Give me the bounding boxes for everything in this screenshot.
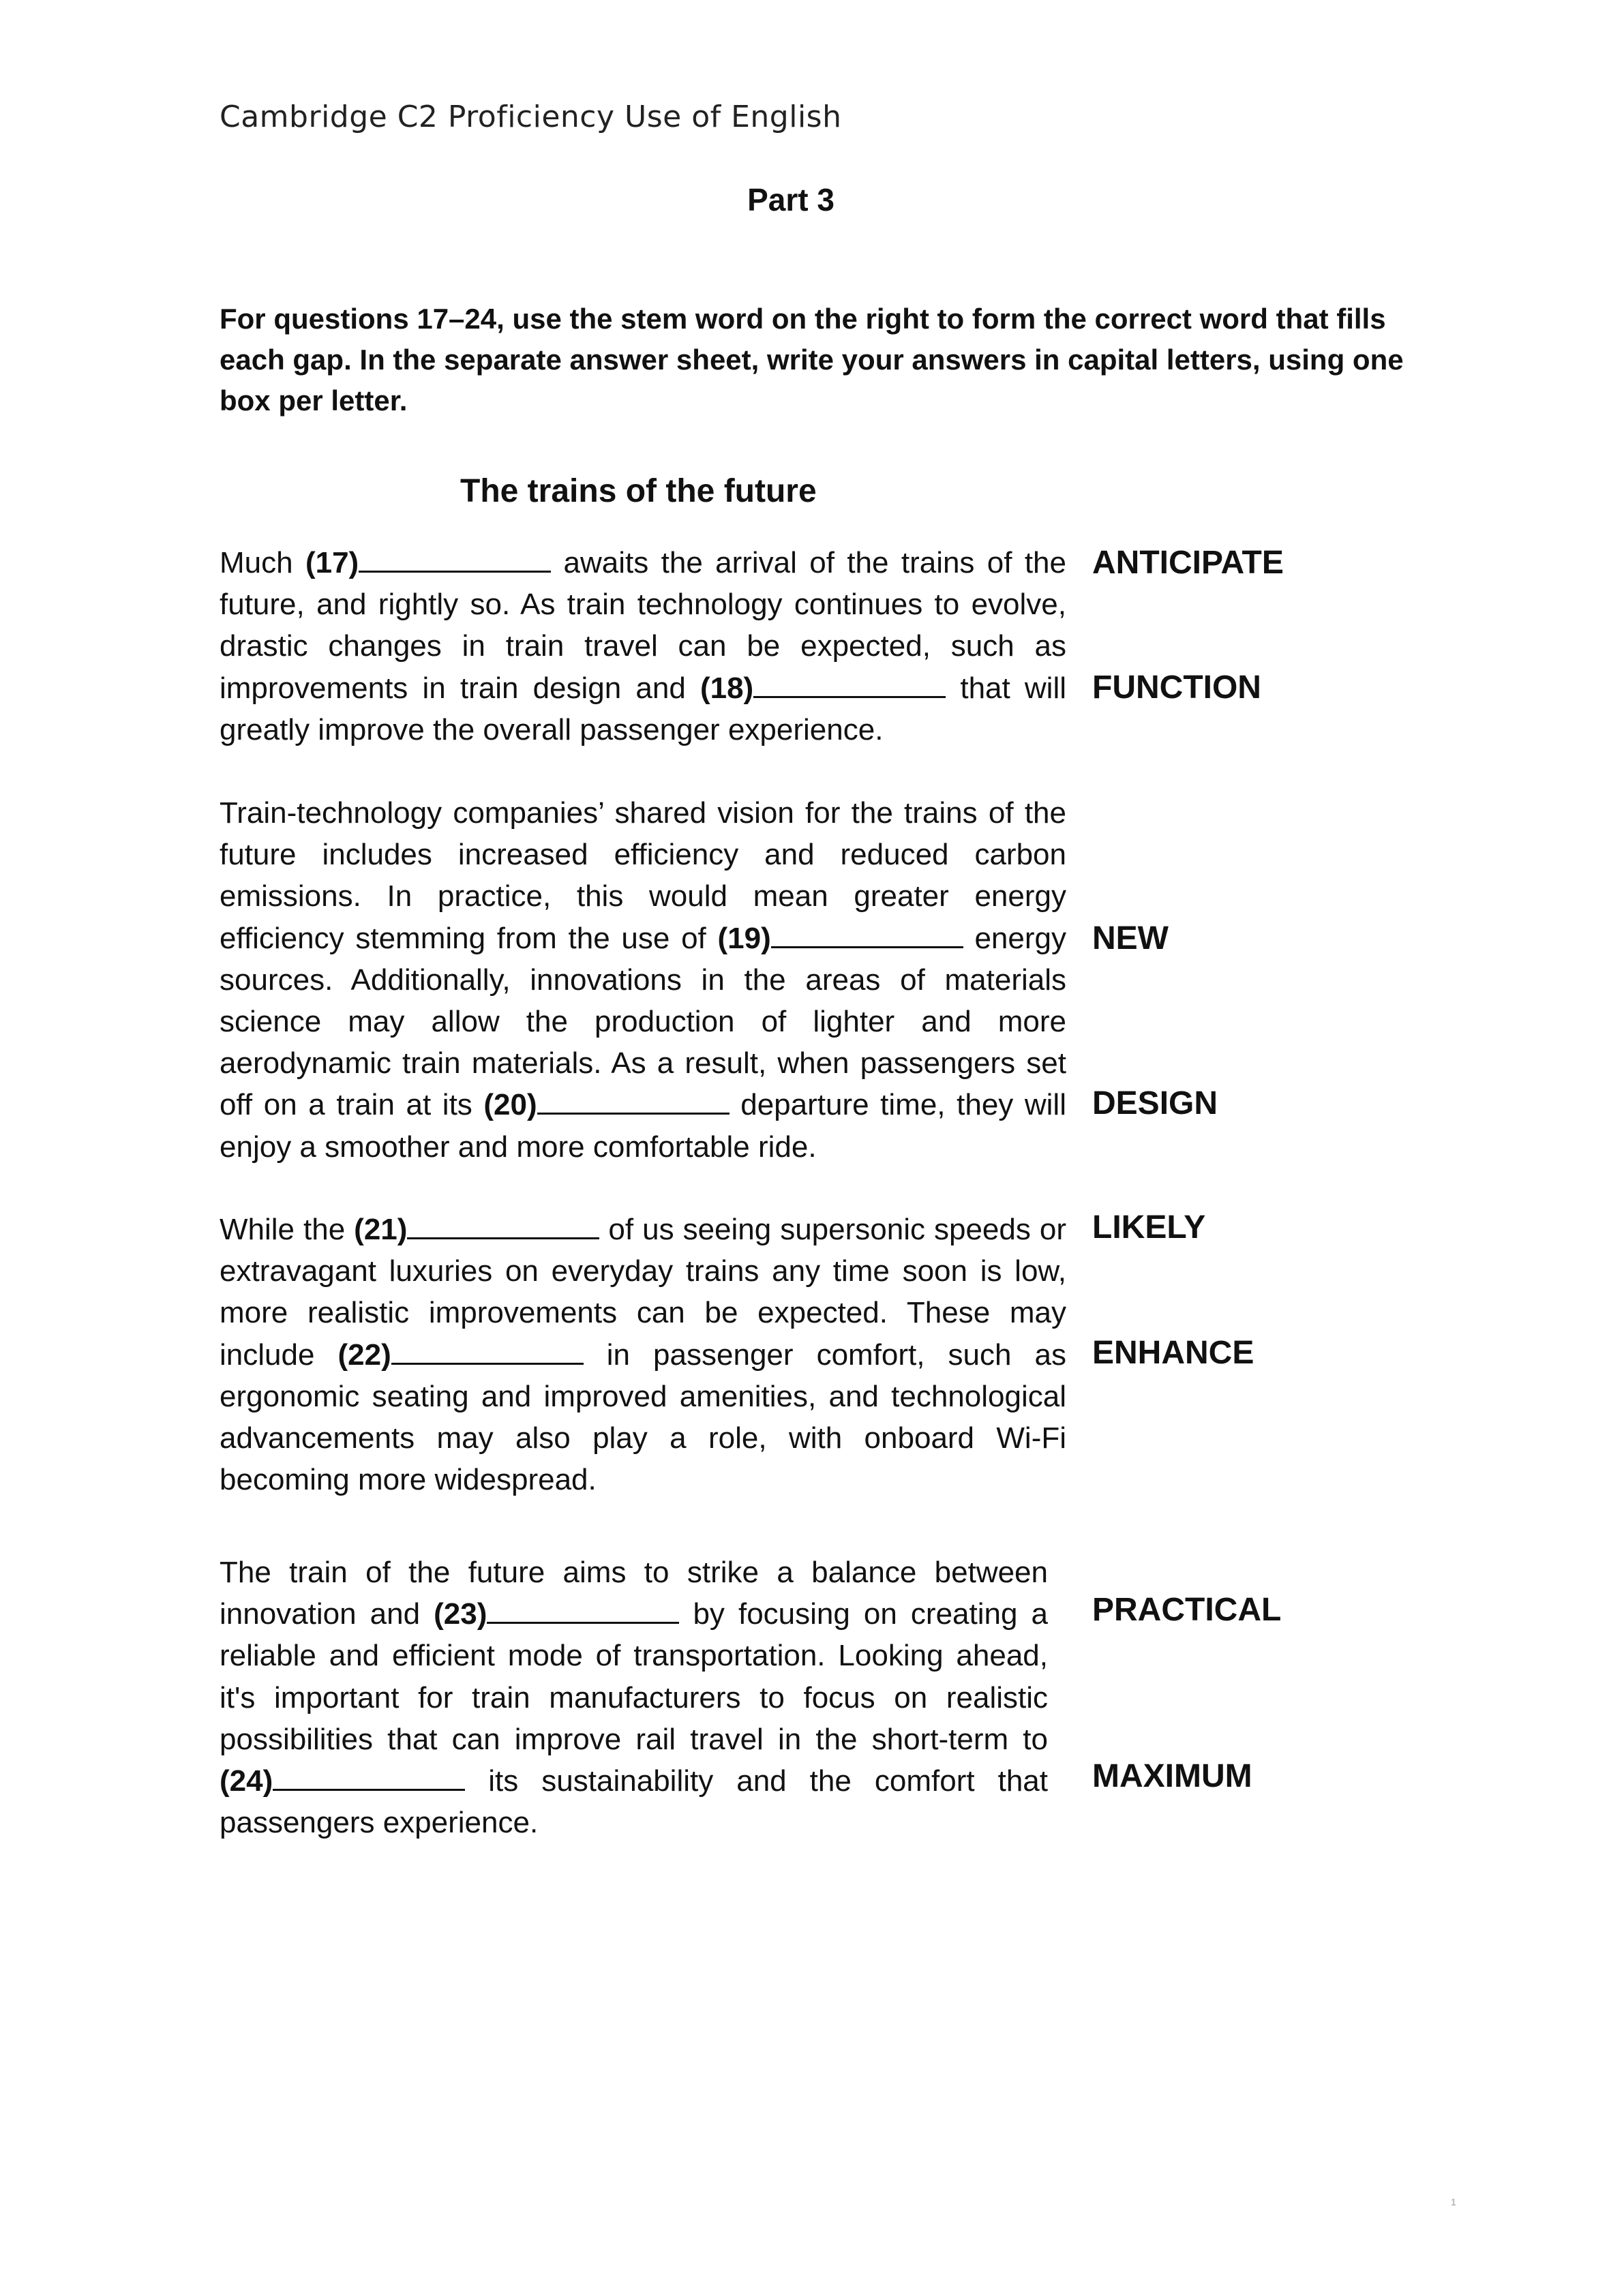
paragraph-text: The train of the future aims to strike a balance between innovation and (220, 1556, 1048, 1631)
paragraph-text: While the (220, 1213, 355, 1246)
gap-19 (717, 918, 963, 959)
gap-number: (23) (434, 1597, 487, 1631)
gap-23 (434, 1593, 679, 1635)
stem-word-17: ANTICIPATE (1092, 545, 1284, 581)
gap-17 (305, 542, 551, 584)
gap-line (407, 1211, 599, 1239)
page-mark: 1 (1451, 2196, 1456, 2207)
stem-word-19: NEW (1092, 920, 1169, 956)
paragraph-text: its sustainability and the comfort that passengers experience. (220, 1764, 1048, 1840)
paragraph-text: of us seeing supersonic speeds or extravagant luxuries on everyday trains any time soon is low, more realistic improvements can be expected. These may include (220, 1213, 1066, 1372)
paragraph-3 (220, 1209, 1066, 1500)
paragraph-text: Much (220, 546, 305, 579)
gap-number: (18) (700, 671, 754, 705)
gap-24 (220, 1760, 465, 1802)
stem-word-23: PRACTICAL (1092, 1592, 1282, 1628)
paragraph-text: Train-technology companies’ shared vision for the trains of the future includes increased efficiency and reduced carbon emissions. In practice, this would mean greater energy efficiency stemming from the use of (220, 796, 1066, 955)
gap-line (273, 1763, 465, 1791)
instructions: For questions 17–24, use the stem word on the right to form the correct word that fills each gap. In the separate answer sheet, write your answers in capital letters, using one box per letter. (220, 303, 1404, 417)
paragraph-4 (220, 1552, 1048, 1843)
page-header: Cambridge C2 Proficiency Use of English (220, 100, 842, 134)
part-title: Part 3 (747, 182, 834, 217)
paragraph-text: awaits the arrival of the trains of the future, and rightly so. As train technology continues to evolve, drastic changes in train travel can be expected, such as improvements in train design and (220, 546, 1066, 705)
gap-22 (337, 1334, 583, 1376)
gap-18 (700, 667, 946, 709)
gap-line (537, 1087, 730, 1115)
stem-word-18: FUNCTION (1092, 669, 1261, 706)
paragraph-2 (220, 792, 1066, 1168)
gap-number: (19) (717, 921, 771, 955)
gap-number: (21) (354, 1213, 408, 1246)
gap-number: (22) (337, 1338, 391, 1372)
gap-number: (20) (483, 1088, 537, 1122)
stem-word-24: MAXIMUM (1092, 1758, 1252, 1794)
text-title: The trains of the future (460, 473, 817, 509)
stem-word-22: ENHANCE (1092, 1335, 1254, 1371)
gap-21 (354, 1209, 599, 1250)
gap-line (771, 920, 963, 948)
paragraph-text: by focusing on creating a reliable and efficient mode of transportation. Looking ahead, it's important for train manufacturers to focus on realistic possibilities that can improve rail travel in the short-term to (220, 1597, 1048, 1756)
gap-line (753, 670, 946, 698)
gap-number: (24) (220, 1764, 273, 1798)
gap-line (359, 545, 551, 573)
paragraph-text: in passenger comfort, such as ergonomic seating and improved amenities, and technological advancements may also play a role, with onboard Wi-Fi becoming more widespread. (220, 1338, 1066, 1497)
paragraph-text: energy sources. Additionally, innovations in the areas of materials science may allow the production of lighter and more aerodynamic train materials. As a result, when passengers set off on a train at its (220, 921, 1066, 1122)
paragraph-text: departure time, they will enjoy a smoother and more comfortable ride. (220, 1088, 1066, 1164)
gap-line (487, 1596, 679, 1624)
gap-line (391, 1337, 584, 1365)
stem-word-21: LIKELY (1092, 1209, 1206, 1245)
paragraph-text: that will greatly improve the overall passenger experience. (220, 671, 1066, 746)
paragraph-1 (220, 542, 1066, 751)
gap-number: (17) (305, 546, 359, 579)
stem-word-20: DESIGN (1092, 1085, 1218, 1121)
gap-20 (483, 1084, 729, 1126)
